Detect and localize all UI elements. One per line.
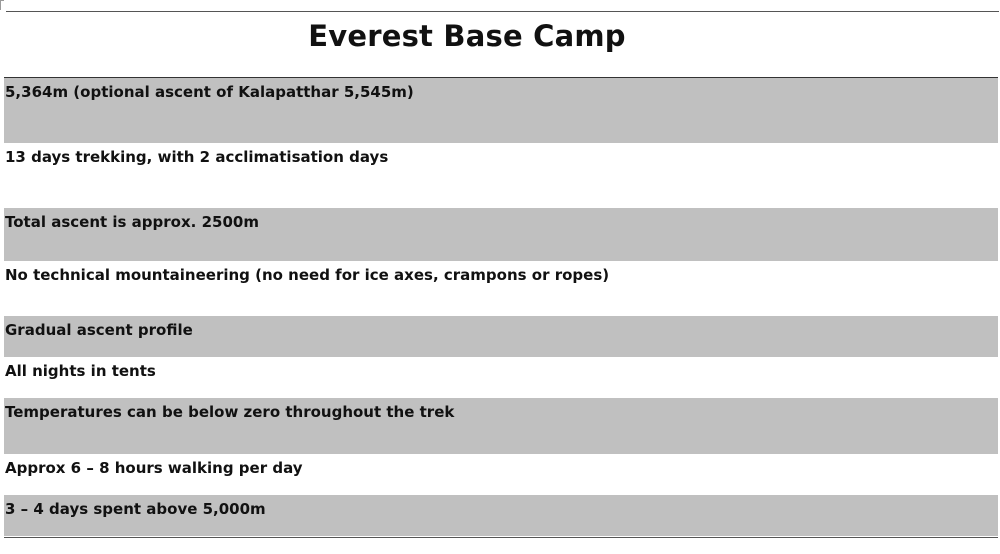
top-rule [6, 11, 999, 12]
table-row: All nights in tents [4, 357, 998, 398]
table-row: Approx 6 – 8 hours walking per day [4, 454, 998, 495]
bottom-rule [4, 537, 998, 538]
document-title: Everest Base Camp [308, 19, 626, 53]
table-row: Temperatures can be below zero throughout the trek [4, 398, 998, 454]
table-row: Total ascent is approx. 2500m [4, 208, 998, 261]
table-row: 13 days trekking, with 2 acclimatisation days [4, 143, 998, 208]
table-row: Gradual ascent profile [4, 316, 998, 357]
table-row: 5,364m (optional ascent of Kalapatthar 5,545m) [4, 78, 998, 143]
page-corner-mark [0, 0, 4, 10]
table-row: No technical mountaineering (no need for ice axes, crampons or ropes) [4, 261, 998, 316]
facts-table [4, 77, 998, 536]
table-row: 3 – 4 days spent above 5,000m [4, 495, 998, 536]
